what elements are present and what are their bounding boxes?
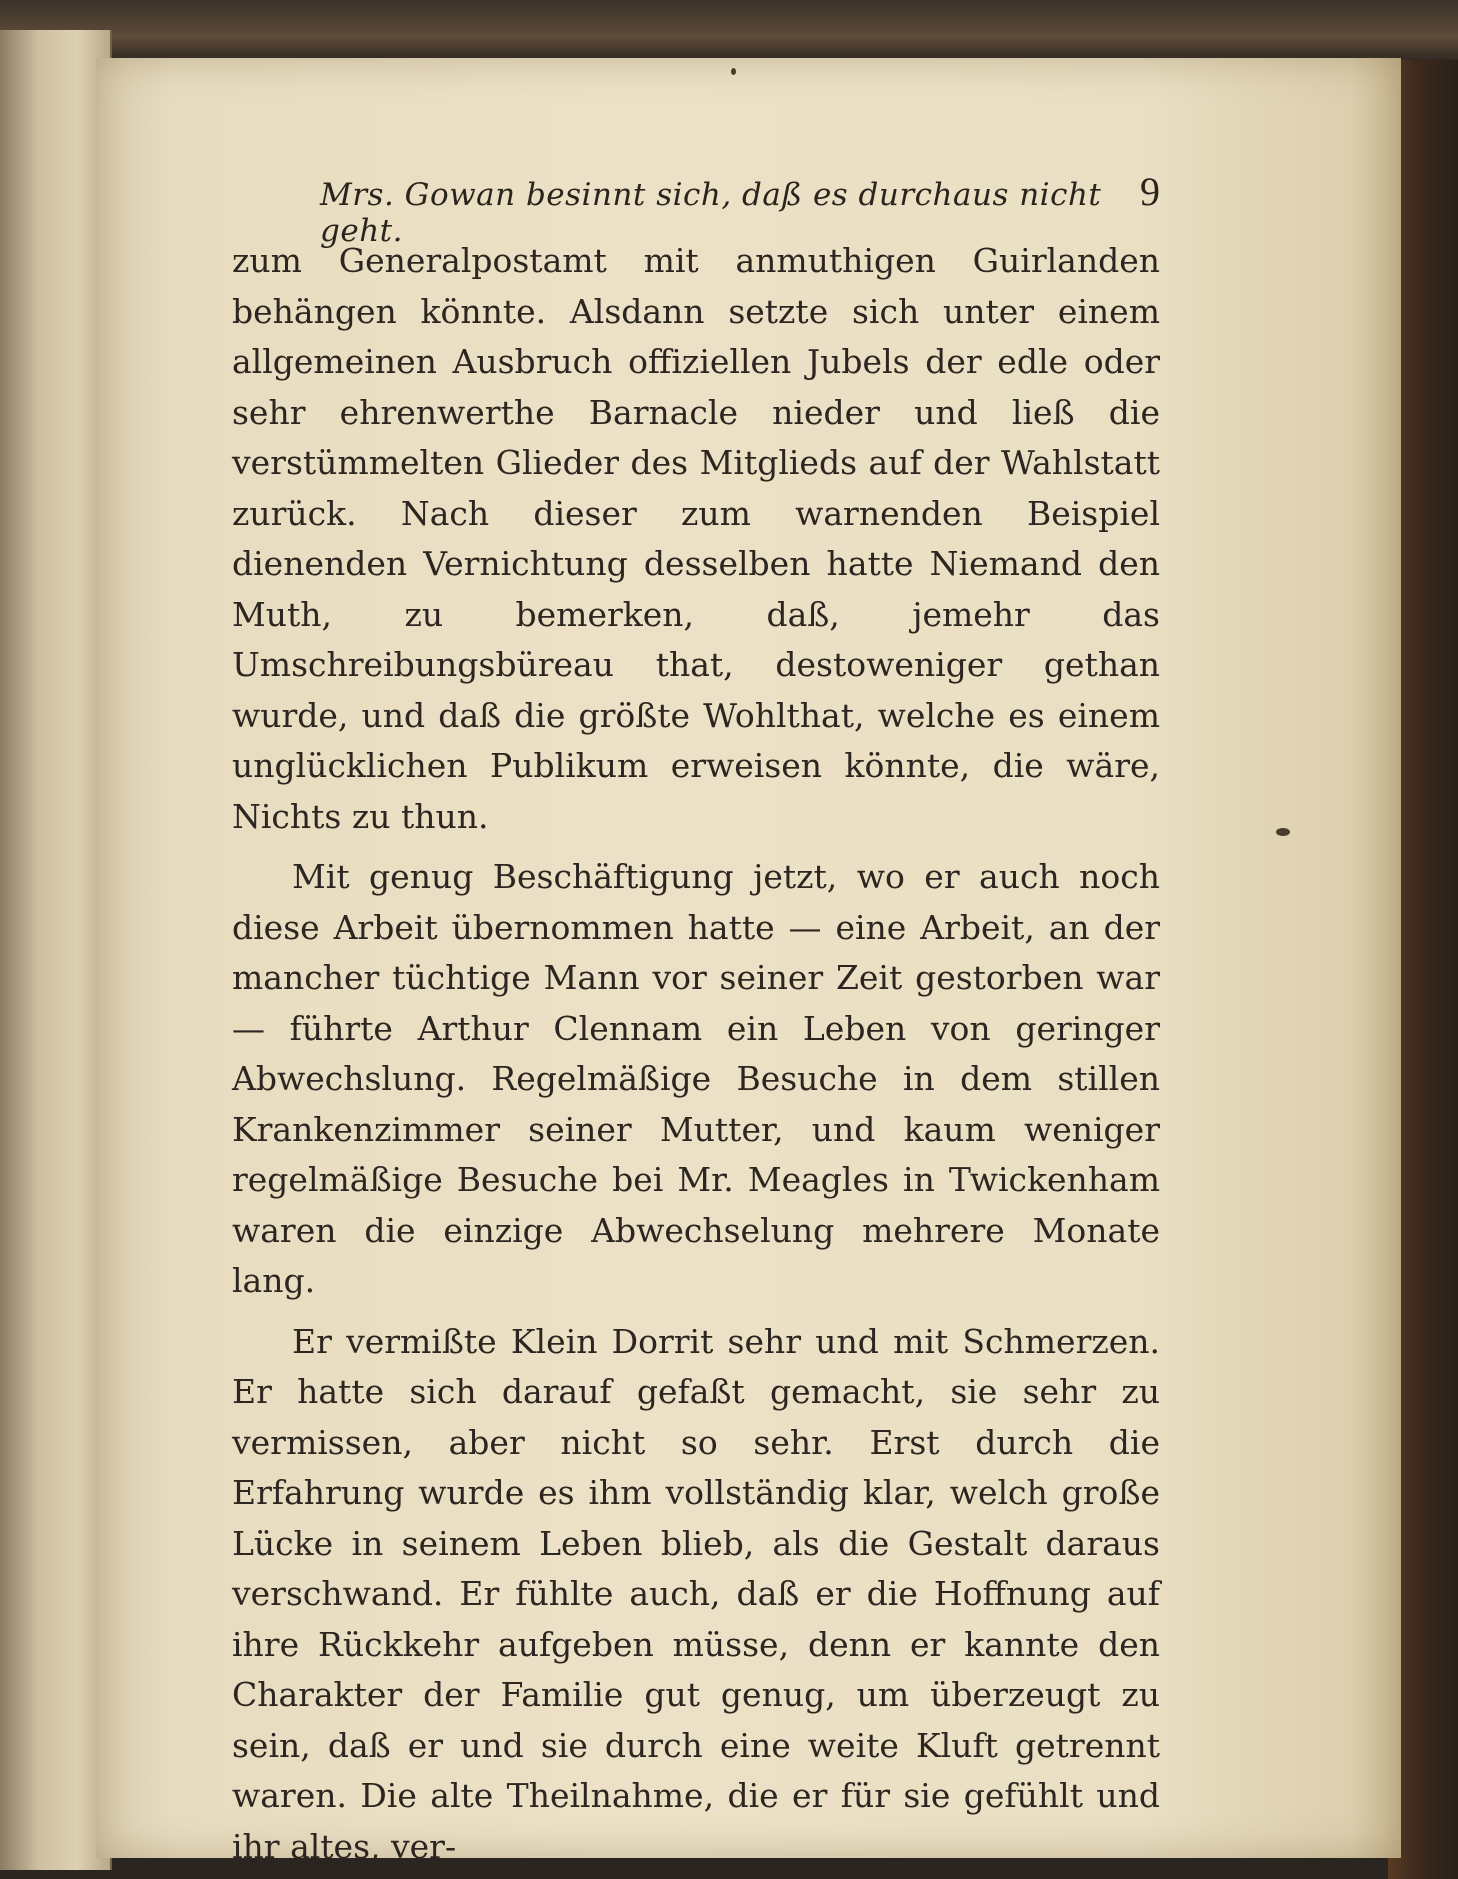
paragraph-continued: zum Generalpostamt mit anmuthigen Guirlanden behängen könnte. Alsdann setzte sich unter einem allgemeinen Ausbruch offiziellen Jubels der edle oder sehr ehrenwerthe Barnacle nieder und ließ die verstümmelten Glieder des Mitglieds auf der Wahlstatt zurück. Nach dieser zum warnenden Beispiel dienenden Vernichtung desselben hatte Niemand den Muth, zu bemerken, daß, jemehr das Umschreibungsbüreau that, destoweniger gethan wurde, und daß die größte Wohlthat, welche es einem unglücklichen Publikum erweisen könnte, die wäre, Nichts zu thun. (232, 241, 1160, 836)
paper-speck (731, 68, 736, 75)
paragraph: Mit genug Beschäftigung jetzt, wo er auch noch diese Arbeit übernommen hatte — eine Arbeit, an der mancher tüchtige Mann vor seiner Zeit gestorben war — führte Arthur Clennam ein Leben von geringer Abwechslung. Regelmäßige Besuche in dem stillen Krankenzimmer seiner Mutter, und kaum weniger regelmäßige Besuche bei Mr. Meagles in Twickenham waren die einzige Abwechselung mehrere Monate lang. (232, 857, 1160, 1300)
paper-speck (1276, 828, 1290, 836)
page-number: 9 (1140, 169, 1160, 214)
paragraph: Er vermißte Klein Dorrit sehr und mit Schmerzen. Er hatte sich darauf gefaßt gemacht, sie sehr zu vermissen, aber nicht so sehr. Erst durch die Erfahrung wurde es ihm vollständig klar, welch große Lücke in seinem Leben blieb, als die Gestalt daraus verschwand. Er fühlte auch, daß er die Hoffnung auf ihre Rückkehr aufgeben müsse, denn er kannte den Charakter der Familie gut genug, um überzeugt zu sein, daß er und sie durch eine weite Kluft getrennt waren. Die alte Theilnahme, die er für sie gefühlt und ihr altes, ver- (232, 1321, 1160, 1866)
running-header (320, 168, 1160, 249)
book-top-edge (0, 0, 1458, 62)
running-title: Mrs. Gowan besinnt sich, daß es durchaus nicht geht. (320, 177, 1102, 249)
page-body-text (232, 236, 1160, 1872)
